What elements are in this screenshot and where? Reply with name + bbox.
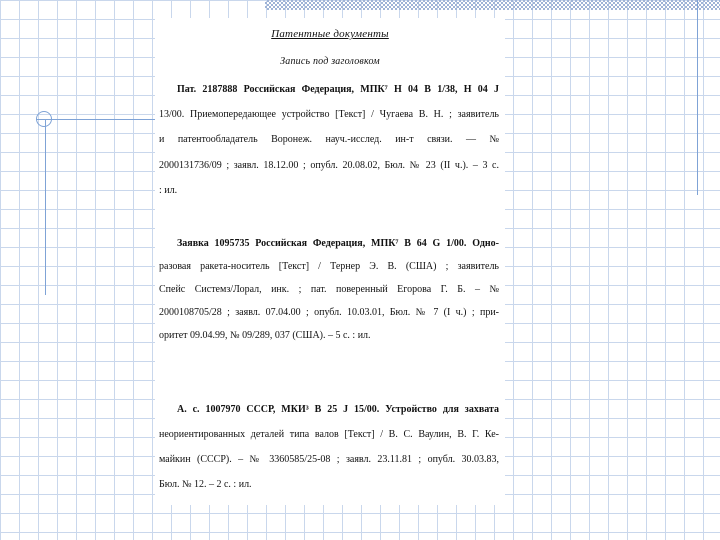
entry-line: Пат. 2187888 Российская Федерация, МПК⁷ H 04 B 1/38, H 04 J: [177, 84, 499, 95]
decor-circle: [36, 111, 52, 127]
entry-line: Спейс Системз/Лорал, инк. ; пат. поверенный Егорова Г. Б. – №: [159, 284, 499, 295]
entry-line: оритет 09.04.99, № 09/289, 037 (США). – 5 с. : ил.: [159, 330, 371, 341]
entry-line: майкин (СССР). – № 3360585/25-08 ; заявл. 23.11.81 ; опубл. 30.03.83,: [159, 454, 499, 465]
entry-line: 2000108705/28 ; заявл. 07.04.00 ; опубл. 10.03.01, Бюл. № 7 (I ч.) ; при-: [159, 307, 499, 318]
entry-line: 13/00. Приемопередающее устройство [Текст] / Чугаева В. Н. ; заявитель: [159, 109, 499, 120]
entry-line: 2000131736/09 ; заявл. 18.12.00 ; опубл. 20.08.02, Бюл. № 23 (II ч.). – 3 с.: [159, 160, 499, 171]
decor-vertical-line-right: [697, 0, 698, 195]
entry-line: неориентированных деталей типа валов [Текст] / В. С. Ваулин, В. Г. Ке-: [159, 429, 499, 440]
entry-line: : ил.: [159, 185, 178, 196]
entry-line: А. с. 1007970 СССР, МКИ³ B 25 J 15/00. Устройство для захвата: [177, 404, 499, 415]
entry-line: разовая ракета-носитель [Текст] / Тернер Э. В. (США) ; заявитель: [159, 261, 499, 272]
decor-horizontal-line: [36, 119, 160, 120]
entry-line: Заявка 1095735 Российская Федерация, МПК⁷ B 64 G 1/00. Одно-: [177, 238, 499, 249]
decor-vertical-line-left: [45, 120, 46, 295]
document-page: [155, 18, 505, 505]
entry-line: и патентообладатель Воронеж. науч.-исслед. ин-т связи. — №: [159, 134, 499, 145]
entry-line: Бюл. № 12. – 2 с. : ил.: [159, 479, 252, 490]
document-subtitle: Запись под заголовком: [280, 56, 380, 67]
checker-border-decoration: [265, 0, 720, 10]
document-title: Патентные документы: [271, 28, 389, 40]
